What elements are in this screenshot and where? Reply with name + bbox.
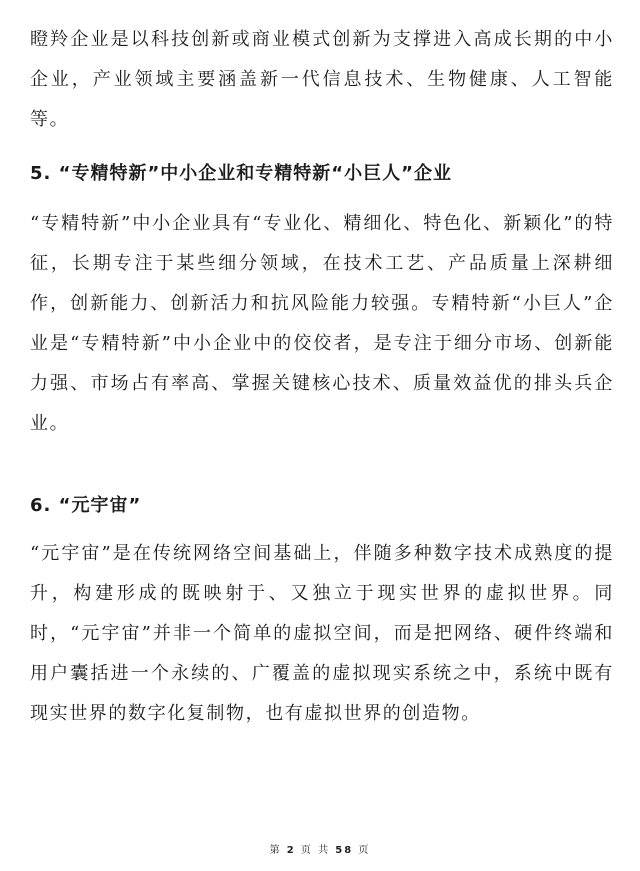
section-heading-6: 6. “元宇宙” xyxy=(30,495,142,516)
section-paragraph-6: “元宇宙”是在传统网络空间基础上，伴随多种数字技术成熟度的提升，构建形成的既映射于、又独立于现实世界的虚拟世界。同时，“元宇宙”并非一个简单的虚拟空间，而是把网络、硬件终端和用户囊括进一个永续的、广覆盖的虚拟现实系统之中，系统中既有现实世界的数字化复制物，也有虚拟世界的创造物。 xyxy=(30,543,614,724)
document-page xyxy=(30,0,614,871)
footer-suffix: 页 xyxy=(358,845,371,856)
section-paragraph-5: “专精特新”中小企业具有“专业化、精细化、特色化、新颖化”的特征，长期专注于某些细分领域，在技术工艺、产品质量上深耕细作，创新能力、创新活力和抗风险能力较强。专精特新“小巨人”企业是“专精特新”中小企业中的佼佼者，是专注于细分市场、创新能力强、市场占有率高、掌握关键核心技术、质量效益优的排头兵企业。 xyxy=(30,213,614,434)
footer-total-pages: 58 xyxy=(335,845,354,856)
footer-current-page: 2 xyxy=(286,845,296,856)
footer-middle: 页 共 xyxy=(300,845,331,856)
page-footer xyxy=(0,841,640,856)
footer-prefix: 第 xyxy=(269,845,282,856)
section-heading-5: 5. “专精特新”中小企业和专精特新“小巨人”企业 xyxy=(30,163,452,184)
intro-paragraph: 瞪羚企业是以科技创新或商业模式创新为支撑进入高成长期的中小企业，产业领域主要涵盖新一代信息技术、生物健康、人工智能等。 xyxy=(30,29,614,130)
